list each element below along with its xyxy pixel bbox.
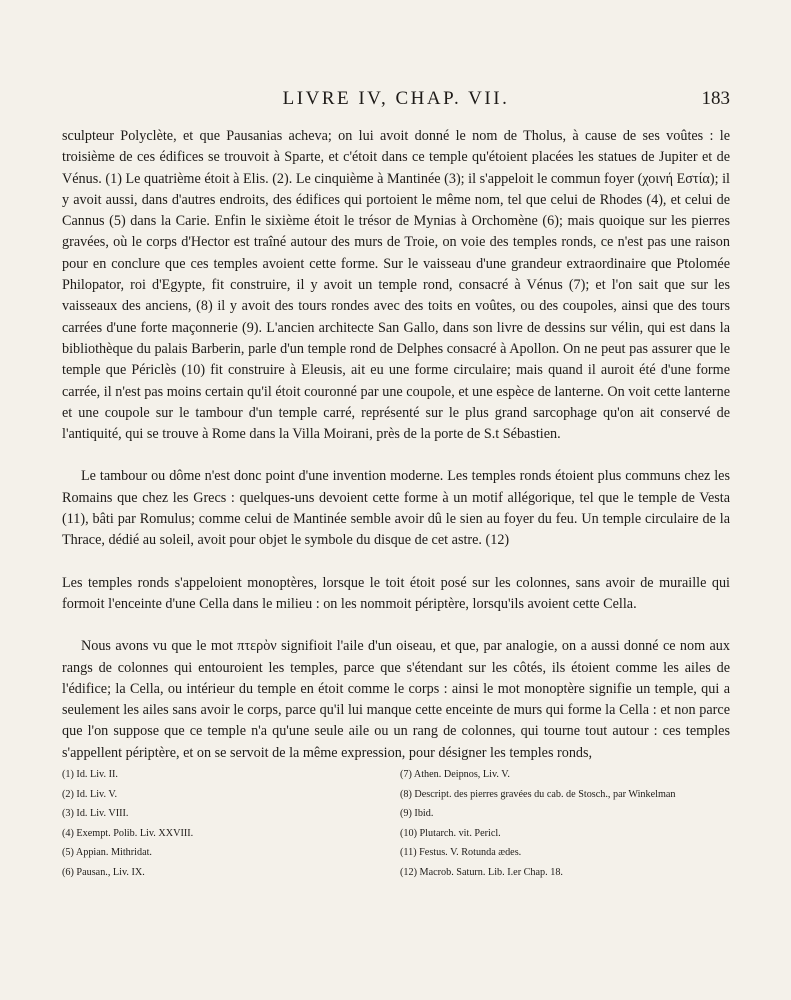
footnote-1: (1) Id. Liv. II. <box>62 769 118 780</box>
book-page <box>62 88 730 948</box>
footnote-11: (11) Festus. V. Rotunda ædes. <box>400 847 522 858</box>
footnote-4: (4) Exempt. Polib. Liv. XXVIII. <box>62 827 194 839</box>
paragraph-1: sculpteur Polyclète, et que Pausanias acheva; on lui avoit donné le nom de Tholus, à cause de ses voûtes : le troisième de ces édifices se trouvoit à Sparte, et c'étoit dans ce temple qu'étoient placées les statues de Jupiter et de Vénus. (1) Le quatrième étoit à Elis. (2). Le cinquième à Mantinée (3); il s'appeloit le commun foyer (χοινή Εστία); il y avoit aussi, dans d'autres endroits, des édifices qui portoient le même nom, tel que celui de Rhodes (4), et celui de Cannus (5) dans la Carie. Enfin le sixième étoit le trésor de Mynias à Orchomène (6); mais quoique sur les pierres gravées, où le corps d'Hector est traîné autour des murs de Troie, on voie des temples ronds, ce n'est pas une raison pour en conclure que ces temples avoient cette forme. Sur le vaisseau d'une grandeur extraordinaire que Ptolomée Philopator, roi d'Egypte, fit construire, il y avoit un temple rond, consacré à Vénus (7); et l'on sait que sur les vaisseaux des anciens, (8) il y avoit des tours rondes avec des toits en voûtes, ou des coupoles, ainsi que des tours carrées d'une forte maçonnerie (9). L'ancien architecte San Gallo, dans son livre de dessins sur vélin, qui est dans la bibliothèque du palais Barberin, parle d'un temple rond de Delphes consacré à Apollon. On ne peut pas assurer que le temple que Périclès (10) fit construire à Eleusis, ait eu une forme circulaire; mais quand il auroit été d'une forme carrée, il n'est pas moins certain qu'il étoit couronné par une coupole, et une espèce de lanterne. On voit cette lanterne et une coupole sur le tambour d'un temple carré, représenté sur le plus grand sarcophage qu'on ait conservé de l'antiquité, qui se trouve à Rome dans la Villa Moirani, près de la porte de S.t Sébastien. <box>62 128 730 443</box>
page-number: 183 <box>701 88 730 109</box>
footnote-6: (6) Pausan., Liv. IX. <box>62 866 145 878</box>
footnote-2: (2) Id. Liv. V. <box>62 788 117 800</box>
body-text <box>62 126 730 764</box>
footnote-12: (12) Macrob. Saturn. Lib. I.er Chap. 18. <box>400 866 563 878</box>
footnote-5: (5) Appian. Mithridat. <box>62 847 152 858</box>
paragraph-2: Le tambour ou dôme n'est donc point d'une invention moderne. Les temples ronds étoient plus communs chez les Romains que chez les Grecs : quelques-uns devoient cette forme à un motif allégorique, tel que le temple de Vesta (11), bâti par Romulus; comme celui de Mantinée semble avoir dû le sien au foyer du feu. Un temple circulaire de la Thrace, dédié au soleil, avoit pour objet le symbole du disque de cet astre. (12) <box>62 468 730 549</box>
footnote-8: (8) Descript. des pierres gravées du cab. de Stosch., par Winkelman <box>400 788 676 800</box>
footnote-7: (7) Athen. Deipnos, Liv. V. <box>400 769 510 780</box>
footnote-9: (9) Ibid. <box>400 808 434 819</box>
running-head <box>62 88 730 116</box>
footnote-10: (10) Plutarch. vit. Pericl. <box>400 827 501 839</box>
running-title: LIVRE IV, CHAP. VII. <box>282 88 510 109</box>
footnotes-right-column <box>400 765 730 882</box>
footnotes <box>62 765 730 882</box>
footnotes-left-column <box>62 765 392 882</box>
paragraph-3: Les temples ronds s'appeloient monoptères, lorsque le toit étoit posé sur les colonnes, sans avoir de muraille qui formoit l'enceinte d'une Cella dans le milieu : on les nommoit périptère, lorsqu'ils avoient cette Cella. <box>62 574 730 612</box>
paragraph-4: Nous avons vu que le mot πτερὸν signifioit l'aile d'un oiseau, et que, par analogie, on a aussi donné ce nom aux rangs de colonnes qui entouroient les temples, parce que s'étendant sur les côtés, ils étoient comme les ailes de l'édifice; la Cella, ou intérieur du temple en étoit comme le corps : ainsi le mot monoptère signifie un temple, qui a seulement les ailes sans avoir le corps, parce qu'il lui manque cette enceinte de murs qui forme la Cella : et non parce que l'on suppose que ce temple n'a qu'une seule aile ou un rang de colonnes, qui tourne tout autour : ces temples s'appellent périptère, et on se servoit de la même expression, pour désigner les temples ronds, <box>62 638 730 761</box>
footnote-3: (3) Id. Liv. VIII. <box>62 808 129 819</box>
